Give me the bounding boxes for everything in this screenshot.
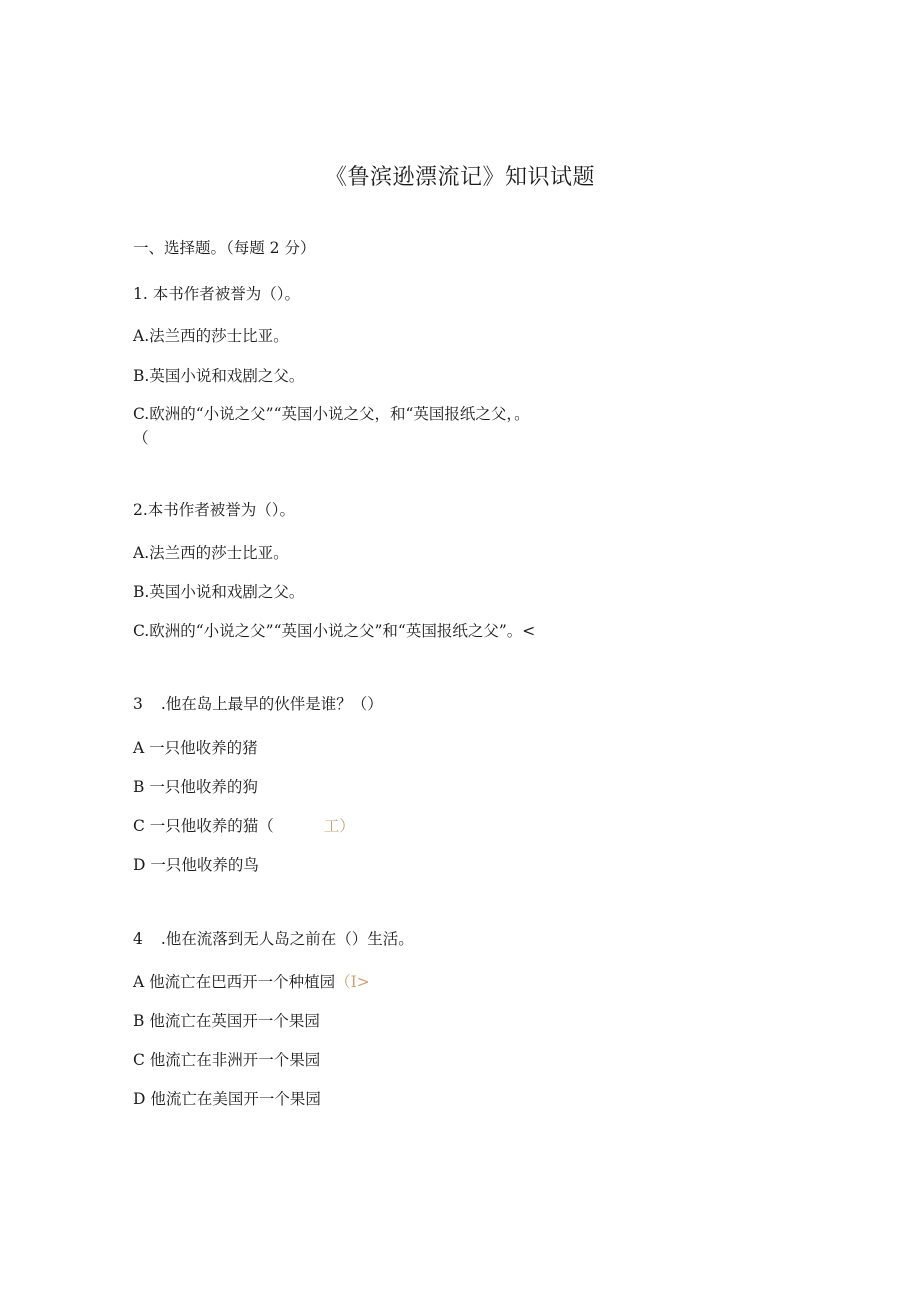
question-3-number: 3 (133, 695, 143, 713)
document-title: 《鲁滨逊漂流记》知识试题 (324, 165, 595, 190)
question-4-stem (133, 929, 414, 949)
question-4-option-a-text: A 他流亡在巴西开一个种植园 (133, 973, 336, 991)
question-4-option-c: C 他流亡在非洲开一个果园 (133, 1051, 321, 1069)
question-1-option-c: C.欧洲的“小说之父”“英国小说之父，和“英国报纸之父，。 (133, 405, 530, 423)
question-2-option-c: C.欧洲的“小说之父”“英国小说之父”和“英国报纸之父”。< (133, 622, 536, 640)
question-4-option-d: D 他流亡在美国开一个果园 (133, 1090, 321, 1108)
question-4-text: .他在流落到无人岛之前在（）生活。 (160, 930, 414, 948)
question-3-option-b: B 一只他收养的狗 (133, 778, 258, 796)
question-2-option-a: A.法兰西的莎士比亚。 (133, 544, 289, 562)
question-3-option-c-mark: 工） (323, 817, 355, 835)
question-1-continuation: （ (133, 429, 149, 447)
question-4-option-a-mark: （I> (335, 973, 370, 991)
question-3-option-a: A 一只他收养的猪 (133, 739, 258, 757)
question-1-option-b: B.英国小说和戏剧之父。 (133, 367, 305, 385)
question-3-text: .他在岛上最早的伙伴是谁？（） (160, 695, 383, 713)
question-1-stem: 1. 本书作者被誉为（）。 (133, 285, 300, 303)
question-3-stem (133, 694, 383, 714)
question-3-option-d: D 一只他收养的鸟 (133, 856, 259, 874)
question-4-option-b: B 他流亡在英国开一个果园 (133, 1012, 320, 1030)
question-1-option-a: A.法兰西的莎士比亚。 (133, 327, 289, 345)
question-3-option-c-text: C 一只他收养的猫（ (133, 817, 274, 835)
question-2-option-b: B.英国小说和戏剧之父。 (133, 583, 305, 601)
section-heading: 一、选择题。（每题 2 分） (133, 239, 316, 257)
question-4-option-a (133, 972, 370, 992)
question-2-stem: 2.本书作者被誉为（）。 (133, 501, 296, 519)
question-3-option-c (133, 816, 355, 836)
question-4-number: 4 (133, 930, 143, 948)
